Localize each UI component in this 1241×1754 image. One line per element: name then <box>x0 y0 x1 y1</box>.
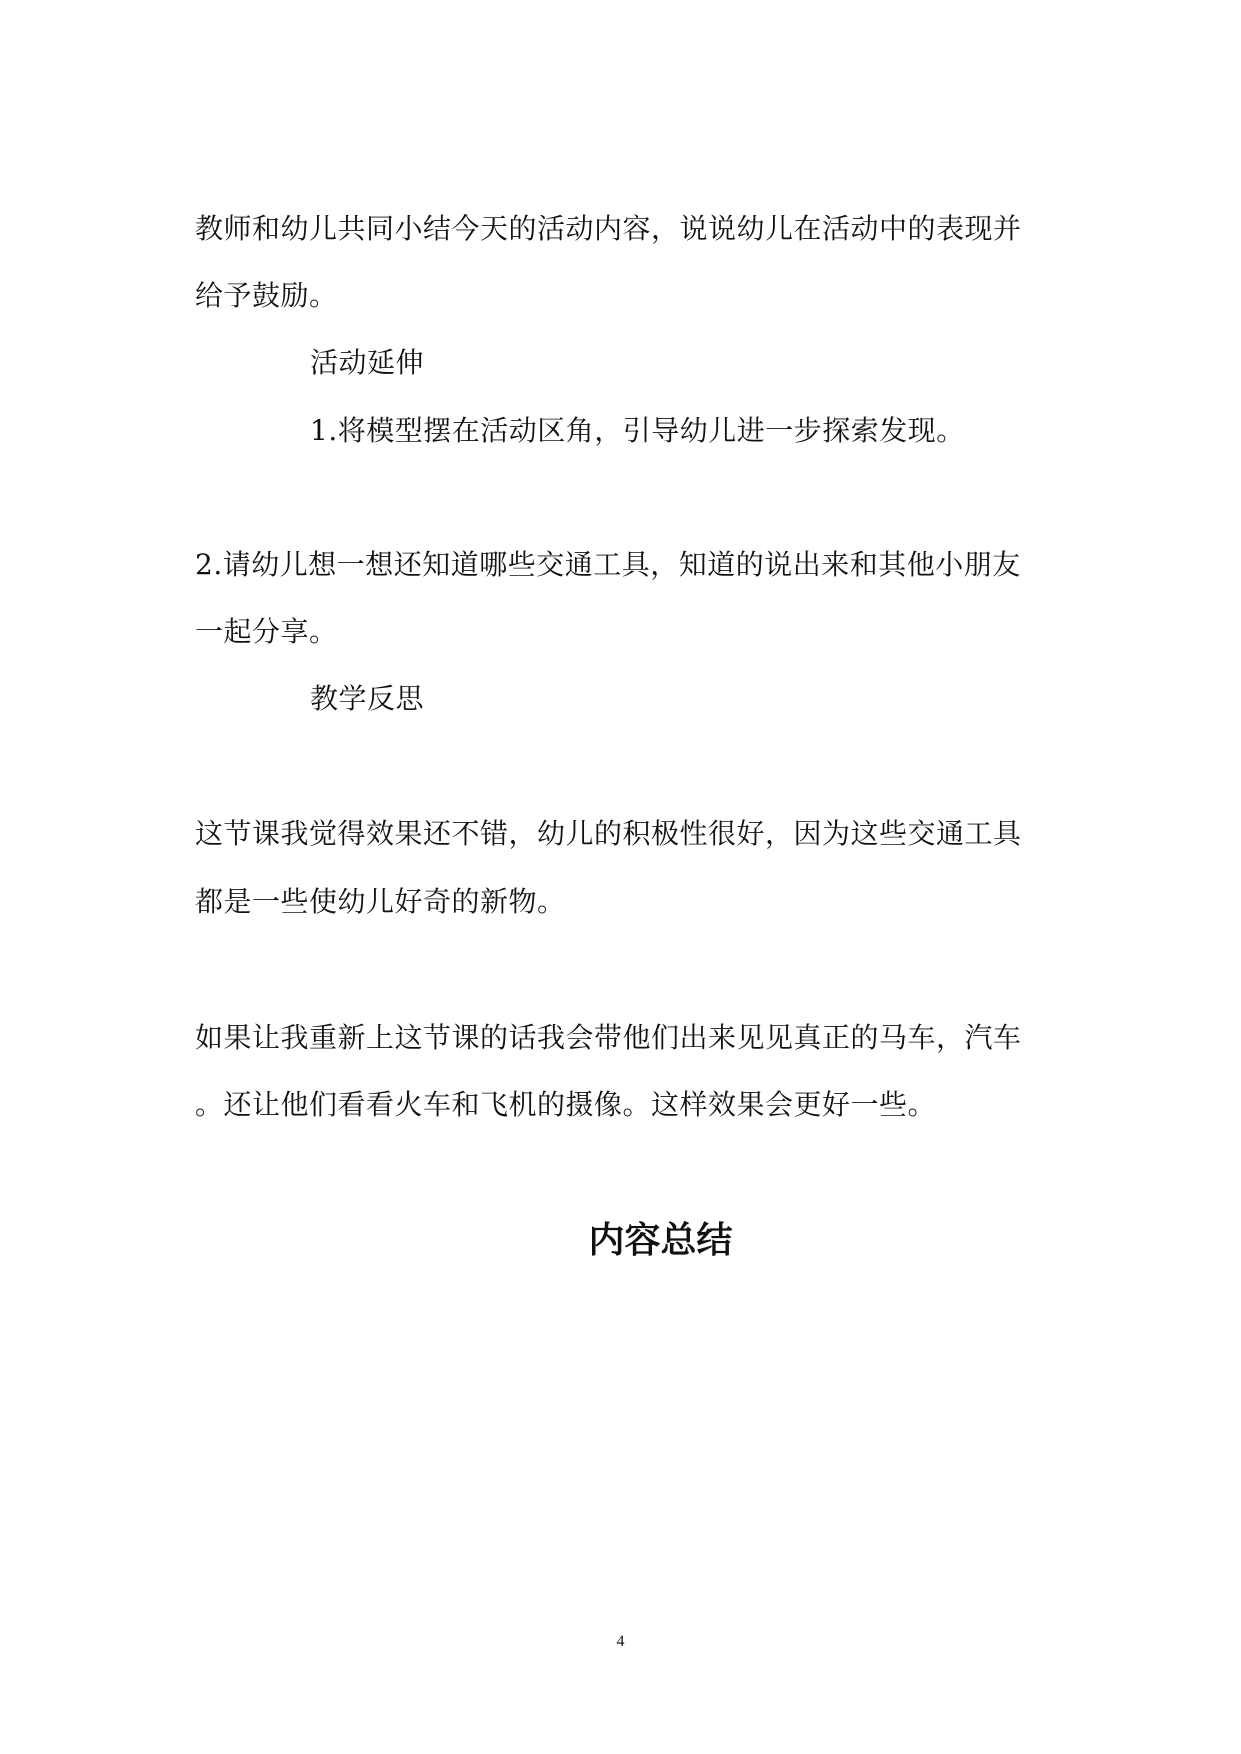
content-summary-heading: 内容总结 <box>588 1219 733 1261</box>
paragraph-summary-line-2: 给予鼓励。 <box>195 279 338 312</box>
extension-item-2-line-1: 2.请幼儿想一想还知道哪些交通工具，知道的说出来和其他小朋友 <box>195 548 1021 581</box>
reflection-paragraph-1-line-1: 这节课我觉得效果还不错，幼儿的积极性很好，因为这些交通工具 <box>195 817 1022 850</box>
paragraph-summary-line-1: 教师和幼儿共同小结今天的活动内容，说说幼儿在活动中的表现并 <box>195 212 1022 245</box>
reflection-paragraph-1-line-2: 都是一些使幼儿好奇的新物。 <box>195 885 566 918</box>
extension-item-1: 1.将模型摆在活动区角，引导幼儿进一步探索发现。 <box>310 414 965 447</box>
reflection-paragraph-2-line-1: 如果让我重新上这节课的话我会带他们出来见见真正的马车，汽车 <box>195 1021 1022 1054</box>
section-heading-activity-extension: 活动延伸 <box>310 346 425 379</box>
section-heading-teaching-reflection: 教学反思 <box>310 682 425 715</box>
extension-item-2-line-2: 一起分享。 <box>195 615 338 648</box>
reflection-paragraph-2-line-2: 。还让他们看看火车和飞机的摄像。这样效果会更好一些。 <box>195 1088 937 1121</box>
page-number: 4 <box>616 1633 625 1650</box>
